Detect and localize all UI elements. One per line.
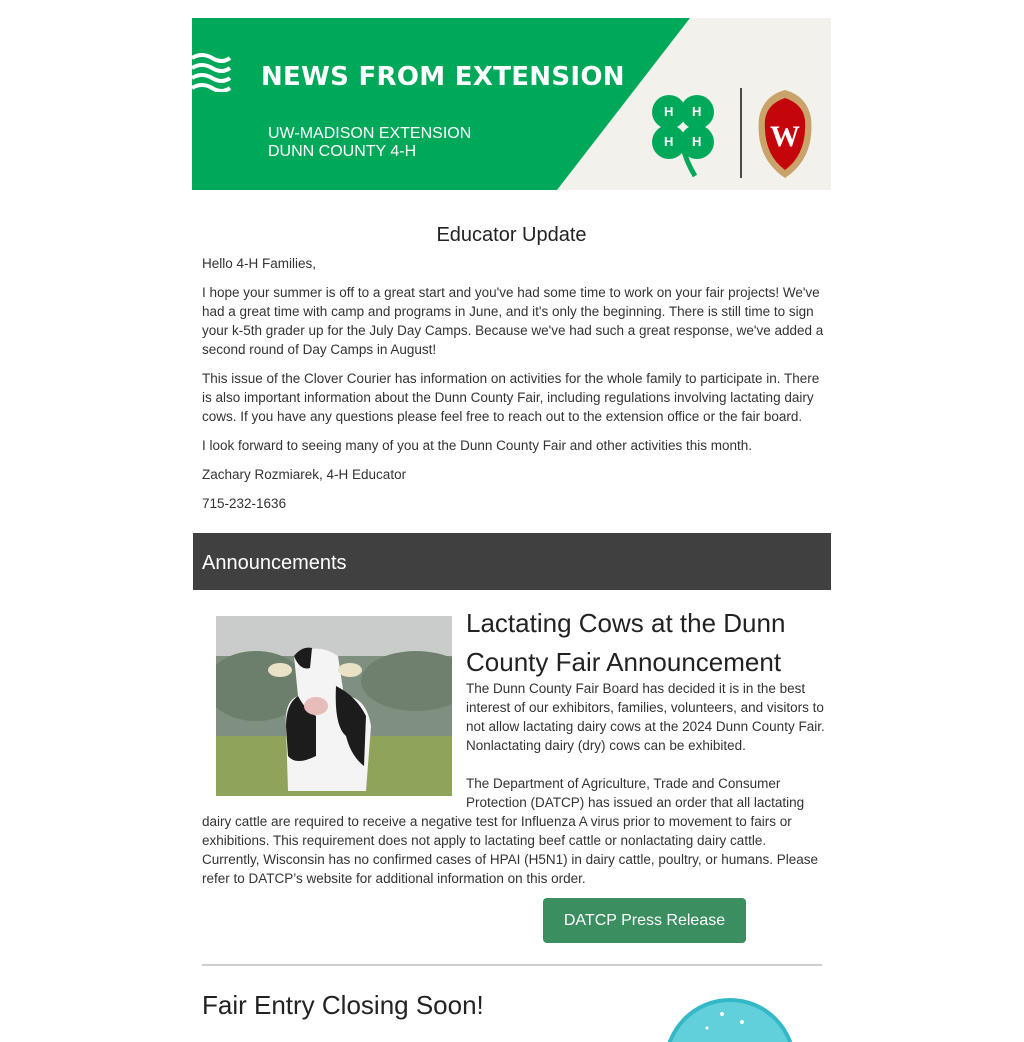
lactating-cows-title: Lactating Cows at the Dunn County Fair Announcement [466, 608, 786, 677]
snow-globe-icon [662, 996, 792, 1042]
phone-number: 715-232-1636 [202, 496, 287, 511]
paragraph: This issue of the Clover Courier has information on activities for the whole family to participate in. There is also important information about the Dunn County Fair, including regulations involving lactating dairy cows. If you have any questions please feel free to reach out to the extension office or the fair board. [202, 371, 820, 424]
banner-title: NEWS FROM EXTENSION [261, 62, 625, 92]
svg-text:W: W [770, 120, 800, 153]
cow-photo [216, 616, 452, 796]
announcements-title: Announcements [202, 552, 347, 574]
banner-subtitle [268, 125, 471, 161]
datcp-paragraph-continued: dairy cattle are required to receive a negative test for Influenza A virus prior to movement to fairs or exhibitions. This requirement does not apply to lactating beef cattle or nonlactating dairy cattle. Currently, Wisconsin has no confirmed cases of HPAI (H5N1) in dairy cattle, poultry, or humans. Please refer to DATCP’s website for additional information on this order. [202, 814, 818, 886]
fair-entry-title: Fair Entry Closing Soon! [202, 990, 484, 1020]
educator-update-title: Educator Update [436, 224, 587, 246]
svg-text:H: H [664, 104, 674, 119]
uw-crest-icon [755, 88, 815, 180]
announcements-header [193, 533, 831, 590]
lactating-cows-paragraph: The Dunn County Fair Board has decided it is in the best interest of our exhibitors, families, volunteers, and visitors to not allow lactating dairy cows at the 2024 Dunn County Fair. Nonlactating dairy (dry) cows can be exhibited. [466, 681, 825, 753]
banner-subtitle-line1: UW-MADISON EXTENSION [268, 125, 472, 142]
greeting: Hello 4-H Families, [202, 256, 317, 271]
svg-text:H: H [692, 134, 702, 149]
svg-text:H: H [692, 104, 702, 119]
banner-background [192, 18, 831, 190]
section-divider [202, 964, 822, 966]
signature: Zachary Rozmiarek, 4-H Educator [202, 467, 407, 482]
logo-divider [740, 88, 742, 178]
svg-text:H: H [664, 134, 674, 149]
header-banner [192, 18, 831, 190]
waves-icon [192, 50, 232, 92]
educator-update-body [202, 254, 824, 523]
paragraph: I hope your summer is off to a great start and you've had some time to work on your fair projects! We've had a great time with camp and programs in June, and it's only the beginning. There is still time to sign your k-5th grader up for the July Day Camps. Because we've had such a great response, we've added a second round of Day Camps in August! [202, 285, 824, 357]
datcp-press-release-button[interactable]: DATCP Press Release [543, 898, 746, 943]
paragraph: I look forward to seeing many of you at the Dunn County Fair and other activities this month. [202, 438, 753, 453]
4h-clover-icon [639, 88, 729, 178]
banner-subtitle-line2: DUNN COUNTY 4-H [268, 143, 417, 160]
datcp-paragraph-start: The Department of Agriculture, Trade and Consumer Protection (DATCP) has issued an order that all lactating [466, 776, 805, 810]
newsletter [192, 18, 831, 1020]
